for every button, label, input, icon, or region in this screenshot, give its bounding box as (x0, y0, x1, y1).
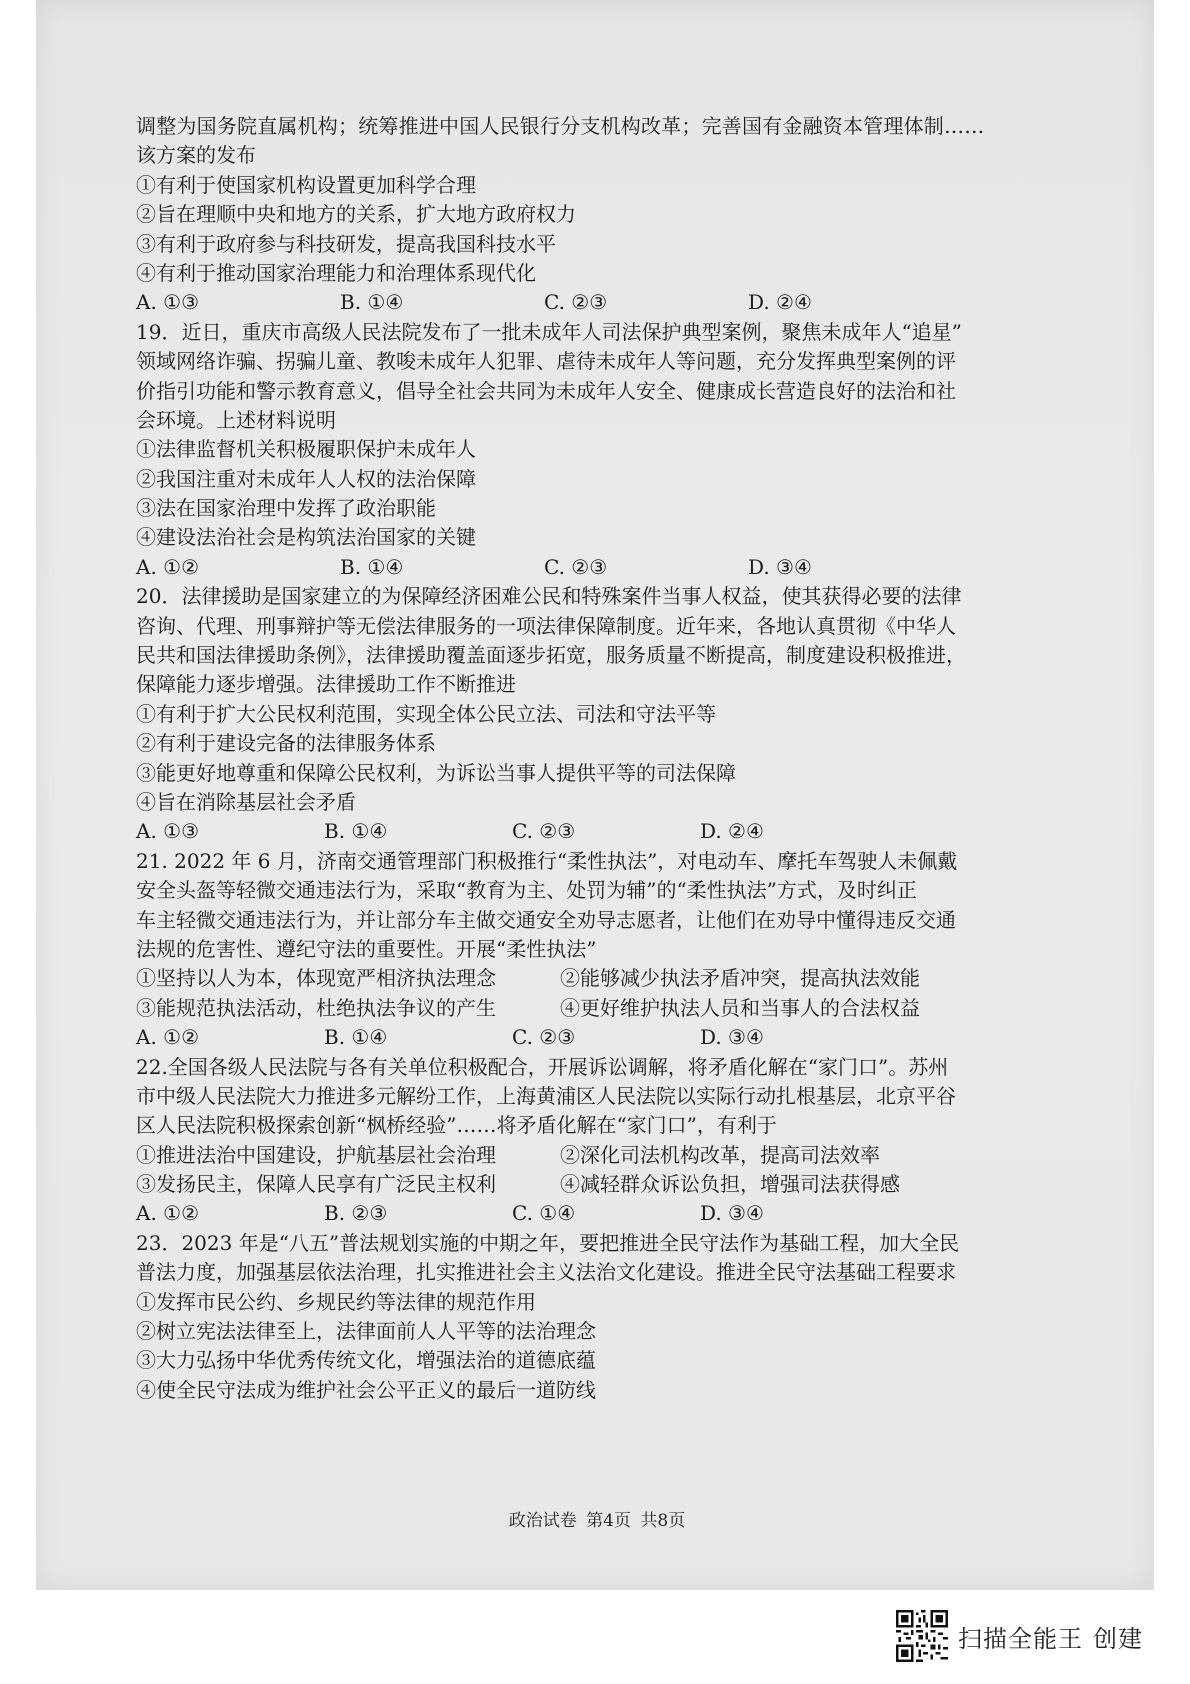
footer-page-number: 第4页 (586, 1511, 631, 1531)
q20-stem-line: 咨询、代理、刑事辩护等无偿法律服务的一项法律保障制度。近年来，各地认真贯彻《中华人 (136, 613, 956, 638)
q19-stem-line: 会环境。上述材料说明 (136, 407, 336, 432)
q21-item: ②能够减少执法矛盾冲突，提高执法效能 (560, 966, 920, 991)
q18-item: ①有利于使国家机构设置更加科学合理 (136, 172, 476, 197)
footer-subject: 政治试卷 (508, 1511, 577, 1531)
watermark-text (958, 1619, 1143, 1654)
q20-item: ④旨在消除基层社会矛盾 (136, 789, 356, 814)
q23-item: ②树立宪法法律至上，法律面前人人平等的法治理念 (136, 1319, 596, 1344)
q22-stem-line: 区人民法院积极探索创新“枫桥经验”……将矛盾化解在“家门口”，有利于 (136, 1113, 777, 1138)
q20-stem-line: 保障能力逐步增强。法律援助工作不断推进 (136, 672, 516, 697)
q22-item: ①推进法治中国建设，护航基层社会治理 (136, 1142, 496, 1167)
q21-stem-line: 21. 2022 年 6 月，济南交通管理部门积极推行“柔性执法”，对电动车、摩托车驾驶人未佩戴 (136, 848, 958, 873)
q21-stem-line: 法规的危害性、遵纪守法的重要性。开展“柔性执法” (136, 936, 597, 961)
q23-item: ③大力弘扬中华优秀传统文化，增强法治的道德底蕴 (136, 1348, 596, 1373)
q21-item: ④更好维护执法人员和当事人的合法权益 (560, 995, 920, 1020)
q19-stem-line: 价指引功能和警示教育意义，倡导全社会共同为未成年人安全、健康成长营造良好的法治和社 (136, 378, 956, 403)
q19-option-a: A. ①② (136, 554, 200, 579)
q18-option-c: C. ②③ (544, 290, 608, 315)
q18-item: ③有利于政府参与科技研发，提高我国科技水平 (136, 231, 556, 256)
q19-item: ①法律监督机关积极履职保护未成年人 (136, 437, 476, 462)
q21-option-b: B. ①④ (324, 1025, 388, 1050)
page-footer (0, 1506, 1190, 1531)
q20-option-d: D. ②④ (700, 819, 764, 844)
q21-item-row (136, 994, 1036, 1023)
q22-item-row (136, 1141, 1036, 1170)
q19-stem-line: 领域网络诈骗、拐骗儿童、教唆未成年人犯罪、虐待未成年人等问题，充分发挥典型案例的评 (136, 349, 956, 374)
scanner-watermark (896, 1606, 1143, 1666)
q22-item: ④减轻群众诉讼负担，增强司法获得感 (560, 1172, 900, 1197)
q20-option-b: B. ①④ (324, 819, 388, 844)
q23-stem-line: 普法力度，加强基层依法治理，扎实推进社会主义法治文化建设。推进全民守法基础工程要求 (136, 1260, 956, 1285)
q18-text-line: 该方案的发布 (136, 143, 256, 168)
q21-option-c: C. ②③ (512, 1025, 576, 1050)
q19-option-d: D. ③④ (748, 554, 812, 579)
q21-stem-line: 车主轻微交通违法行为，并让部分车主做交通安全劝导志愿者，让他们在劝导中懂得违反交通 (136, 907, 956, 932)
q20-item: ②有利于建设完备的法律服务体系 (136, 731, 436, 756)
q21-option-d: D. ③④ (700, 1025, 764, 1050)
q19-item: ②我国注重对未成年人人权的法治保障 (136, 466, 476, 491)
q18-item: ④有利于推动国家治理能力和治理体系现代化 (136, 260, 536, 285)
q20-option-a: A. ①③ (136, 819, 200, 844)
q21-item-row (136, 964, 1036, 993)
q19-option-b: B. ①④ (340, 554, 404, 579)
watermark-action: 创建 (1093, 1624, 1143, 1653)
q18-option-a: A. ①③ (136, 290, 200, 315)
q20-options (136, 817, 1036, 846)
q21-options (136, 1023, 1036, 1052)
q22-item: ③发扬民主，保障人民享有广泛民主权利 (136, 1172, 496, 1197)
q22-option-b: B. ②③ (324, 1201, 388, 1226)
q22-options (136, 1199, 1036, 1228)
q22-stem-line: 市中级人民法院大力推进多元解纷工作，上海黄浦区人民法院以实际行动扎根基层，北京平谷 (136, 1083, 956, 1108)
qr-code-icon (896, 1610, 948, 1662)
watermark-app-name: 扫描全能王 (958, 1624, 1083, 1653)
q20-stem-line: 民共和国法律援助条例》，法律援助覆盖面逐步拓宽，服务质量不断提高，制度建设积极推进， (136, 643, 966, 668)
q19-item: ④建设法治社会是构筑法治国家的关键 (136, 525, 476, 550)
q21-item: ①坚持以人为本，体现宽严相济执法理念 (136, 966, 496, 991)
q18-option-b: B. ①④ (340, 290, 404, 315)
q18-item: ②旨在理顺中央和地方的关系，扩大地方政府权力 (136, 202, 576, 227)
q23-item: ①发挥市民公约、乡规民约等法律的规范作用 (136, 1289, 536, 1314)
q22-item-row (136, 1170, 1036, 1199)
q20-item: ①有利于扩大公民权利范围，实现全体公民立法、司法和守法平等 (136, 701, 716, 726)
q23-stem-line: 23．2023 年是“八五”普法规划实施的中期之年，要把推进全民守法作为基础工程，加大全民 (136, 1230, 960, 1255)
q21-stem-line: 安全头盔等轻微交通违法行为，采取“教育为主、处罚为辅”的“柔性执法”方式，及时纠正 (136, 878, 917, 903)
q22-option-a: A. ①② (136, 1201, 200, 1226)
q18-text-line: 调整为国务院直属机构；统筹推进中国人民银行分支机构改革；完善国有金融资本管理体制…… (136, 114, 985, 138)
q19-option-c: C. ②③ (544, 554, 608, 579)
q20-option-c: C. ②③ (512, 819, 576, 844)
q18-option-d: D. ②④ (748, 290, 812, 315)
q20-stem-line: 20．法律援助是国家建立的为保障经济困难公民和特殊案件当事人权益，使其获得必要的法律 (136, 584, 962, 609)
q23-item: ④使全民守法成为维护社会公平正义的最后一道防线 (136, 1377, 596, 1402)
q21-option-a: A. ①② (136, 1025, 200, 1050)
q22-item: ②深化司法机构改革，提高司法效率 (560, 1142, 880, 1167)
q19-stem-line: 19．近日，重庆市高级人民法院发布了一批未成年人司法保护典型案例，聚焦未成年人“追星” (136, 319, 962, 344)
footer-total-pages: 共8页 (640, 1511, 686, 1531)
q18-options (136, 288, 1036, 317)
q19-item: ③法在国家治理中发挥了政治职能 (136, 496, 436, 521)
q21-item: ③能规范执法活动，杜绝执法争议的产生 (136, 995, 496, 1020)
q22-option-c: C. ①④ (512, 1201, 576, 1226)
exam-content (136, 112, 1036, 1405)
q22-option-d: D. ③④ (700, 1201, 764, 1226)
q20-item: ③能更好地尊重和保障公民权利，为诉讼当事人提供平等的司法保障 (136, 760, 736, 785)
q22-stem-line: 22.全国各级人民法院与各有关单位积极配合，开展诉讼调解，将矛盾化解在“家门口”。苏州 (136, 1054, 949, 1079)
q19-options (136, 553, 1036, 582)
